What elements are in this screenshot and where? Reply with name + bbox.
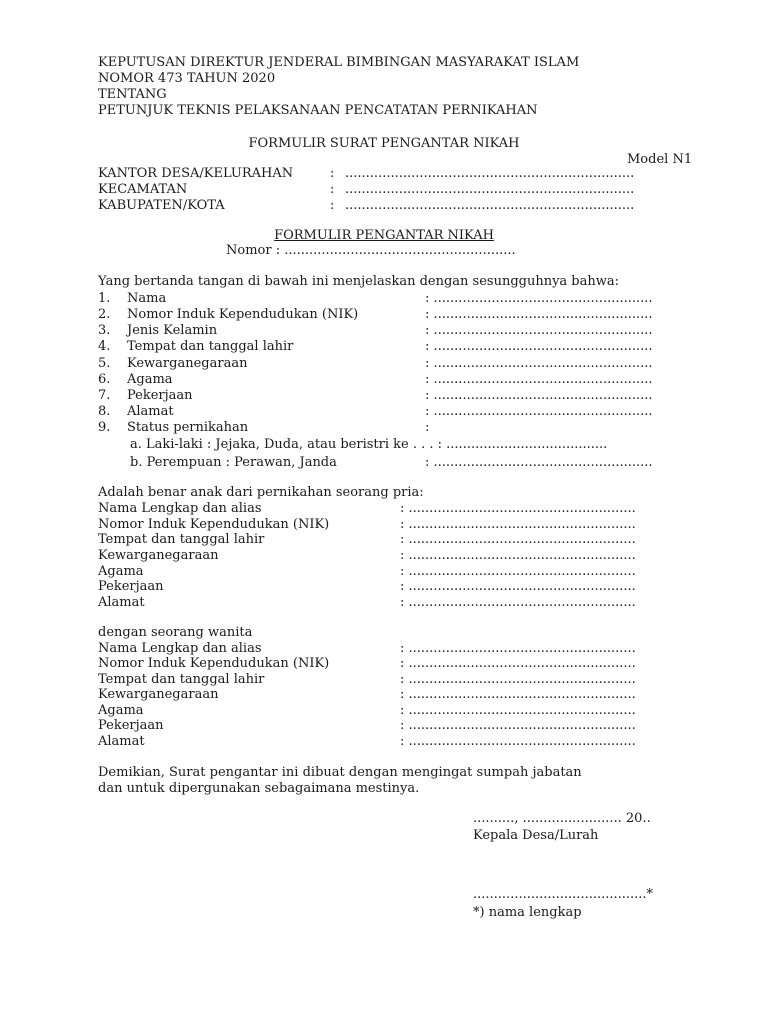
father-field-value: : ....................................................... xyxy=(400,595,636,610)
decree-title: KEPUTUSAN DIREKTUR JENDERAL BIMBINGAN MASYARAKAT ISLAM xyxy=(98,55,580,70)
closing-line-2: dan untuk dipergunakan sebagaimana mestinya. xyxy=(98,781,420,796)
field-value: : ..................................................... xyxy=(425,404,653,419)
mother-field-label: Tempat dan tanggal lahir xyxy=(98,672,265,687)
footnote: *) nama lengkap xyxy=(473,905,582,920)
model-label: Model N1 xyxy=(627,152,693,167)
field-label: Alamat xyxy=(127,404,174,419)
father-field-value: : ....................................................... xyxy=(400,517,636,532)
mother-field-value: : ....................................................... xyxy=(400,656,636,671)
office-kecamatan-colon: : xyxy=(330,182,335,197)
father-field-label: Pekerjaan xyxy=(98,579,164,594)
office-kabupaten-label: KABUPATEN/KOTA xyxy=(98,198,225,213)
father-field-label: Nama Lengkap dan alias xyxy=(98,501,262,516)
field-number: 9. xyxy=(98,420,111,435)
field-value: : ..................................................... xyxy=(425,307,653,322)
decree-subject: PETUNJUK TEKNIS PELAKSANAAN PENCATATAN PERNIKAHAN xyxy=(98,103,538,118)
field-label: Jenis Kelamin xyxy=(127,323,218,338)
field-number: 7. xyxy=(98,388,111,403)
field-number: 6. xyxy=(98,372,111,387)
mother-field-value: : ....................................................... xyxy=(400,672,636,687)
office-kecamatan-dots: ...................................................................... xyxy=(345,182,635,197)
mother-field-label: Nama Lengkap dan alias xyxy=(98,641,262,656)
field-number: 1. xyxy=(98,291,111,306)
signer-title: Kepala Desa/Lurah xyxy=(473,828,599,843)
field-value: : ..................................................... xyxy=(425,291,653,306)
father-field-value: : ....................................................... xyxy=(400,548,636,563)
father-field-label: Alamat xyxy=(98,595,145,610)
field-number: 8. xyxy=(98,404,111,419)
status-option-male: a. Laki-laki : Jejaka, Duda, atau beristri ke . . . : ....................................... xyxy=(130,437,608,452)
signer-name: ..........................................* xyxy=(473,887,654,902)
field-number: 4. xyxy=(98,339,111,354)
field-value: : ..................................................... xyxy=(425,323,653,338)
field-label: Kewarganegaraan xyxy=(127,356,248,371)
nomor-line: Nomor : ........................................................ xyxy=(226,243,516,258)
field-number: 5. xyxy=(98,356,111,371)
field-value: : ..................................................... xyxy=(425,356,653,371)
field-label: Pekerjaan xyxy=(127,388,193,403)
father-field-value: : ....................................................... xyxy=(400,501,636,516)
decree-about: TENTANG xyxy=(98,87,167,102)
mother-field-label: Agama xyxy=(98,703,144,718)
office-kabupaten-colon: : xyxy=(330,198,335,213)
field-value: : ..................................................... xyxy=(425,339,653,354)
mother-field-value: : ....................................................... xyxy=(400,641,636,656)
intro-text: Yang bertanda tangan di bawah ini menjelaskan dengan sesungguhnya bahwa: xyxy=(98,274,620,289)
field-label: Tempat dan tanggal lahir xyxy=(127,339,294,354)
office-kabupaten-dots: ...................................................................... xyxy=(345,198,635,213)
father-field-label: Tempat dan tanggal lahir xyxy=(98,532,265,547)
place-date: .........., ........................ 20.. xyxy=(473,811,651,826)
field-label: Agama xyxy=(127,372,173,387)
father-field-value: : ....................................................... xyxy=(400,579,636,594)
father-field-label: Kewarganegaraan xyxy=(98,548,219,563)
office-desa-colon: : xyxy=(330,166,335,181)
field-value: : ..................................................... xyxy=(425,388,653,403)
mother-field-label: Pekerjaan xyxy=(98,718,164,733)
decree-number: NOMOR 473 TAHUN 2020 xyxy=(98,71,276,86)
mother-field-label: Kewarganegaraan xyxy=(98,687,219,702)
father-field-value: : ....................................................... xyxy=(400,532,636,547)
mother-field-label: Nomor Induk Kependudukan (NIK) xyxy=(98,656,330,671)
office-kecamatan-label: KECAMATAN xyxy=(98,182,188,197)
subtitle: FORMULIR PENGANTAR NIKAH xyxy=(274,228,494,243)
field-label: Nama xyxy=(127,291,167,306)
father-field-label: Nomor Induk Kependudukan (NIK) xyxy=(98,517,330,532)
mother-field-value: : ....................................................... xyxy=(400,734,636,749)
father-field-value: : ....................................................... xyxy=(400,564,636,579)
status-colon: : xyxy=(425,420,430,435)
form-title: FORMULIR SURAT PENGANTAR NIKAH xyxy=(248,136,520,151)
field-number: 3. xyxy=(98,323,111,338)
field-number: 2. xyxy=(98,307,111,322)
closing-line-1: Demikian, Surat pengantar ini dibuat dengan mengingat sumpah jabatan xyxy=(98,765,582,780)
mother-field-label: Alamat xyxy=(98,734,145,749)
field-value: : ..................................................... xyxy=(425,455,653,470)
field-label: Nomor Induk Kependudukan (NIK) xyxy=(127,307,359,322)
office-desa-label: KANTOR DESA/KELURAHAN xyxy=(98,166,294,181)
office-desa-dots: ...................................................................... xyxy=(345,166,635,181)
field-value: : ..................................................... xyxy=(425,372,653,387)
field-label: Status pernikahan xyxy=(127,420,249,435)
mother-field-value: : ....................................................... xyxy=(400,718,636,733)
mother-field-value: : ....................................................... xyxy=(400,687,636,702)
mother-intro: dengan seorang wanita xyxy=(98,625,253,640)
father-intro: Adalah benar anak dari pernikahan seorang pria: xyxy=(98,485,424,500)
father-field-label: Agama xyxy=(98,564,144,579)
mother-field-value: : ....................................................... xyxy=(400,703,636,718)
status-option-female: b. Perempuan : Perawan, Janda xyxy=(130,455,337,470)
